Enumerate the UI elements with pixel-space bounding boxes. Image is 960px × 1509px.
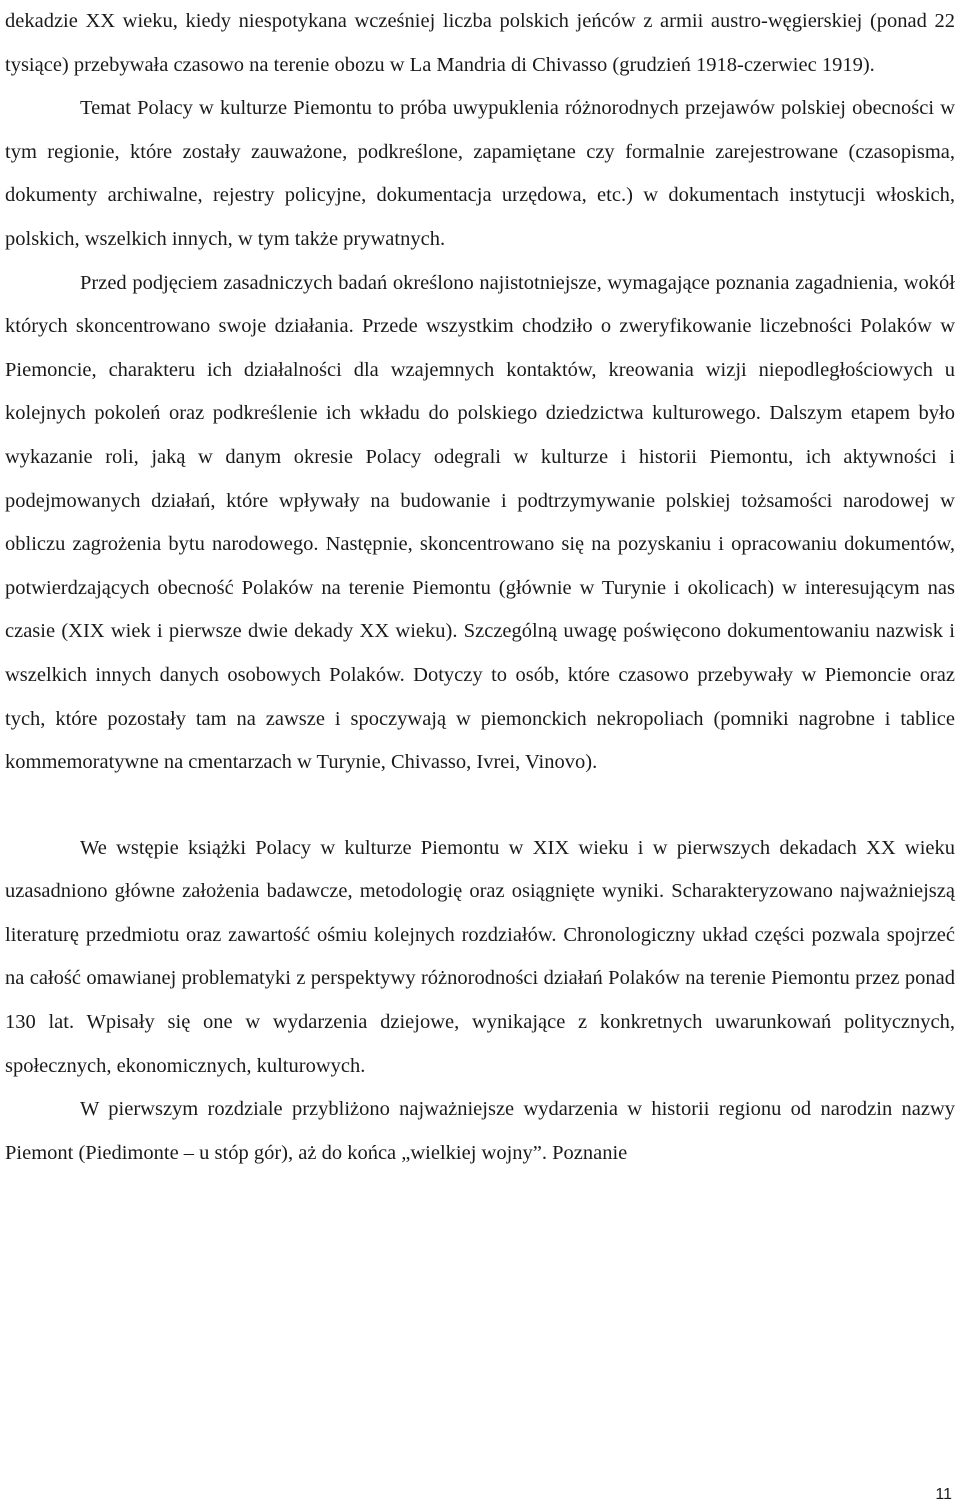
paragraph-first-chapter: W pierwszym rozdziale przybliżono najważniejsze wydarzenia w historii regionu od narodzin nazwy Piemont (Piedimonte – u stóp gór), aż do końca „wielkiej wojny”. Poznanie: [5, 1098, 955, 1164]
paragraph-continuation: dekadzie XX wieku, kiedy niespotykana wcześniej liczba polskich jeńców z armii austro-węgierskiej (ponad 22 tysiące) przebywała czasowo na terenie obozu w La Mandria di Chivasso (grudzień 1918-czerwiec 1919).: [5, 10, 955, 76]
paragraph-introduction: We wstępie książki Polacy w kulturze Piemontu w XIX wieku i w pierwszych dekadach XX wieku uzasadniono główne założenia badawcze, metodologię oraz osiągnięte wyniki. Scharakteryzowano najważniejszą literaturę przedmiotu oraz zawartość ośmiu kolejnych rozdziałów. Chronologiczny układ części pozwala spojrzeć na całość omawianej problematyki z perspektywy różnorodności działań Polaków na terenie Piemontu przez ponad 130 lat. Wpisały się one w wydarzenia dziejowe, wynikające z konkretnych uwarunkowań politycznych, społecznych, ekonomicznych, kulturowych.: [5, 836, 955, 1077]
paragraph-gap: [5, 785, 955, 827]
paragraph-topic: Temat Polacy w kulturze Piemontu to próba uwypuklenia różnorodnych przejawów polskiej obecności w tym regionie, które zostały zauważone, podkreślone, zapamiętane czy formalnie zarejestrowane (czasopisma, dokumenty archiwalne, rejestry policyjne, dokumentacja urzędowa, etc.) w dokumentach instytucji włoskich, polskich, wszelkich innych, w tym także prywatnych.: [5, 97, 955, 250]
document-page: [5, 0, 955, 1175]
paragraph-research-scope: Przed podjęciem zasadniczych badań określono najistotniejsze, wymagające poznania zagadnienia, wokół których skoncentrowano swoje działania. Przede wszystkim chodziło o zweryfikowanie liczebności Polaków w Piemoncie, charakteru ich działalności dla wzajemnych kontaktów, kreowania wizji niepodległościowych u kolejnych pokoleń oraz podkreślenie ich wkładu do polskiego dziedzictwa kulturowego. Dalszym etapem było wykazanie roli, jaką w danym okresie Polacy odegrali w kulturze i historii Piemontu, ich aktywności i podejmowanych działań, które wpływały na budowanie i podtrzymywanie polskiej tożsamości narodowej w obliczu zagrożenia bytu narodowego. Następnie, skoncentrowano się na pozyskaniu i opracowaniu dokumentów, potwierdzających obecność Polaków na terenie Piemontu (głównie w Turynie i okolicach) w interesującym nas czasie (XIX wiek i pierwsze dwie dekady XX wieku). Szczególną uwagę poświęcono dokumentowaniu nazwisk i wszelkich innych danych osobowych Polaków. Dotyczy to osób, które czasowo przebywały w Piemoncie oraz tych, które pozostały tam na zawsze i spoczywają w piemonckich nekropoliach (pomniki nagrobne i tablice kommemoratywne na cmentarzach w Turynie, Chivasso, Ivrei, Vinovo).: [5, 271, 955, 774]
page-number: 11: [935, 1486, 952, 1503]
